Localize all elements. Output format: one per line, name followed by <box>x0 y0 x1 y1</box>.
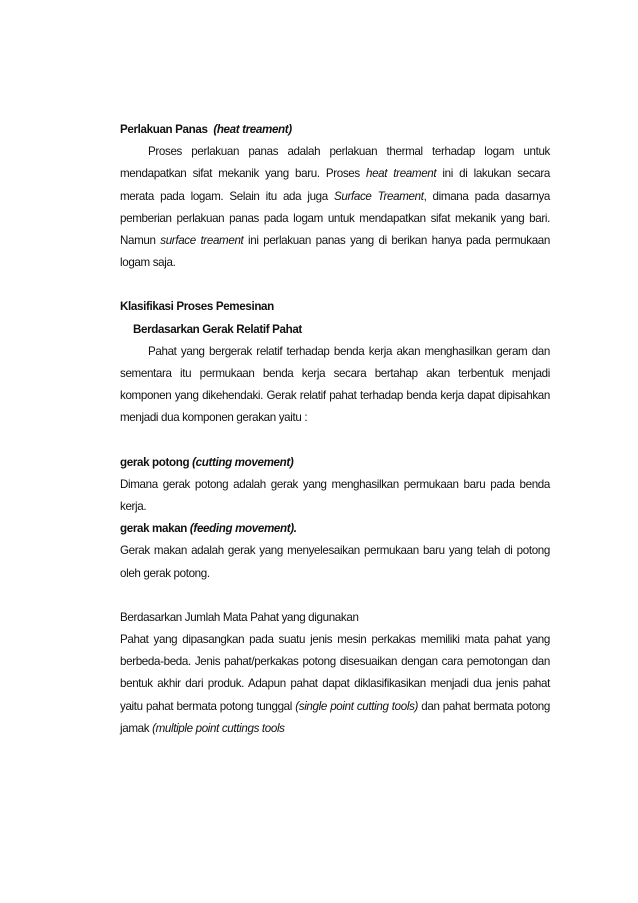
term-label: gerak potong <box>120 455 190 469</box>
section-heading-number-of-edges: Berdasarkan Jumlah Mata Pahat yang digunakan <box>120 610 359 624</box>
text-run: ini di lakukan secara merata pada logam. Selain itu ada juga <box>120 167 550 203</box>
definition-feeding-movement: Gerak makan adalah gerak yang menyelesaikan permukaan baru yang telah di potong oleh gerak potong. <box>120 544 550 580</box>
term-english: (cutting movement) <box>192 455 294 469</box>
text-run: dan pahat bermata potong jamak <box>120 699 550 735</box>
definition-cutting-movement: Dimana gerak potong adalah gerak yang menghasilkan permukaan baru pada benda kerja. <box>120 477 550 514</box>
subheading-relative-motion: Berdasarkan Gerak Relatif Pahat <box>133 322 302 336</box>
term-english: (feeding movement). <box>189 522 297 536</box>
text-run: Proses perlakuan panas adalah perlakuan thermal terhadap logam untuk mendapatkan sifat mekanik yang baru. Proses <box>120 145 550 181</box>
section-heading-classification: Klasifikasi Proses Pemesinan <box>120 300 274 314</box>
paragraph-heat-treatment <box>120 141 550 274</box>
italic-term: surface treament <box>160 234 244 248</box>
term-feeding-movement <box>120 518 550 540</box>
document-page <box>120 119 550 740</box>
italic-term: Surface Treament <box>334 189 424 203</box>
spacer <box>120 430 550 452</box>
italic-term: (single point cutting tools) <box>295 699 419 713</box>
paragraph-relative-motion: Pahat yang bergerak relatif terhadap benda kerja akan menghasilkan geram dan sementara itu permukaan benda kerja secara bertahap akan terbentuk menjadi komponen yang dikehendaki. Gerak relatif pahat terhadap benda kerja dapat dipisahkan menjadi dua komponen gerakan yaitu : <box>120 344 550 425</box>
text-run: , dimana pada dasarnya pemberian perlakuan panas pada logam untuk mendapatkan sifat mekanik yang bari. Namun <box>120 189 550 248</box>
heading-term: (heat treament) <box>213 123 292 136</box>
heading-text: Perlakuan Panas <box>120 123 208 136</box>
term-cutting-movement <box>120 452 550 474</box>
text-run: ini perlakuan panas yang di berikan hanya pada permukaan logam saja. <box>120 234 550 270</box>
text-run: Pahat yang dipasangkan pada suatu jenis mesin perkakas memiliki mata pahat yang berbeda-beda. Jenis pahat/perkakas potong disesuaikan dengan cara pemotongan dan bentuk akhir dari produk. Adapun pahat dapat diklasifikasikan menjadi dua jenis pahat yaitu pahat bermata potong tunggal <box>120 633 550 713</box>
spacer <box>120 585 550 607</box>
spacer <box>120 274 550 296</box>
italic-term: (multiple point cuttings tools <box>152 721 285 735</box>
paragraph-number-of-edges <box>120 629 550 740</box>
italic-term: heat treament <box>365 167 437 181</box>
term-label: gerak makan <box>120 522 188 536</box>
section-heading-heat-treatment <box>120 119 550 141</box>
